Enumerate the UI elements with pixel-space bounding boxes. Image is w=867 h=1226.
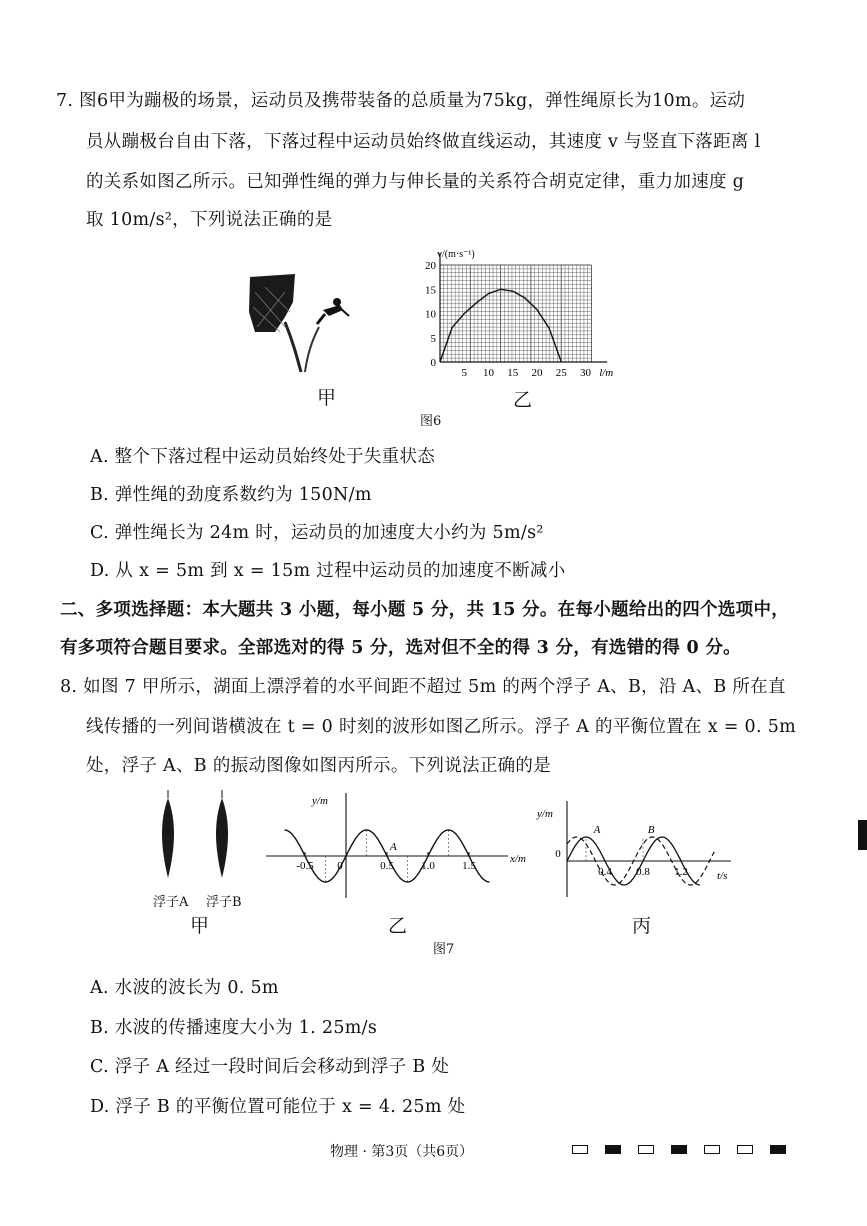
- x-tick-label: 1.0: [421, 860, 435, 872]
- waveform-chart: [262, 788, 532, 908]
- q8-option-b: B. 水波的传播速度大小为 1. 25m/s: [90, 1018, 378, 1038]
- x-tick-label: 0.5: [380, 860, 394, 872]
- x-tick-label: 15: [507, 367, 519, 379]
- page-edge-tab: [858, 820, 867, 850]
- section2-header-line1: 二、多项选择题：本大题共 3 小题，每小题 5 分，共 15 分。在每小题给出的四个选项中，: [60, 600, 790, 620]
- x-tick-label: 1.2: [674, 866, 688, 878]
- y-axis-label: y/m: [537, 808, 553, 820]
- y-tick-label: 20: [425, 260, 436, 272]
- marker-square: [671, 1145, 687, 1154]
- fig7-label-yi: 乙: [388, 915, 408, 937]
- x-axis-label: x/m: [510, 853, 526, 865]
- point-a-label: A: [390, 841, 397, 853]
- y-tick-label: 0: [430, 357, 436, 369]
- fig7-label-bing: 丙: [632, 915, 652, 937]
- q8-stem-line3: 处，浮子 A、B 的振动图像如图丙所示。下列说法正确的是: [86, 756, 552, 776]
- series-b-label: B: [647, 824, 655, 836]
- marker-square: [770, 1145, 786, 1154]
- q7-stem-line3: 的关系如图乙所示。已知弹性绳的弹力与伸长量的关系符合胡克定律，重力加速度 g: [86, 172, 745, 192]
- marker-square: [605, 1145, 621, 1154]
- x-tick-label: 0.8: [636, 866, 650, 878]
- marker-square: [704, 1145, 720, 1154]
- x-tick-label: 10: [483, 367, 494, 379]
- x-axis-label: l/m: [599, 367, 614, 379]
- q7-stem-line4: 取 10m/s²，下列说法正确的是: [86, 210, 333, 230]
- q7-option-b: B. 弹性绳的劲度系数约为 150N/m: [90, 485, 372, 505]
- float-a-label: 浮子A: [153, 895, 189, 910]
- x-tick-label: 0.4: [598, 866, 612, 878]
- q7-option-d: D. 从 x = 5m 到 x = 15m 过程中运动员的加速度不断减小: [90, 561, 566, 581]
- series-a-label: A: [593, 824, 601, 836]
- q7-option-a: A. 整个下落过程中运动员始终处于失重状态: [90, 447, 436, 467]
- marker-square: [737, 1145, 753, 1154]
- x-tick-label: 5: [461, 367, 467, 379]
- y-tick-label: 10: [425, 308, 436, 321]
- x-tick-label: 0: [555, 848, 561, 860]
- marker-square: [638, 1145, 654, 1154]
- x-axis-label: t/s: [717, 870, 728, 882]
- y-tick-label: 15: [425, 284, 436, 297]
- vibration-chart: [535, 795, 745, 905]
- fig7-label-jia: 甲: [190, 915, 210, 937]
- q7-stem-line2: 员从蹦极台自由下落，下落过程中运动员始终做直线运动，其速度 v 与竖直下落距离 l: [86, 132, 761, 152]
- q8-stem-line2: 线传播的一列间谐横波在 t = 0 时刻的波形如图乙所示。浮子 A 的平衡位置在 x = 0. 5m: [86, 717, 797, 737]
- q8-option-a: A. 水波的波长为 0. 5m: [90, 978, 279, 998]
- page-footer: 物理 · 第3页（共6页）: [330, 1144, 474, 1160]
- float-b-label: 浮子B: [206, 895, 242, 910]
- q7-stem-line1: 7. 图6甲为蹦极的场景，运动员及携带装备的总质量为75kg，弹性绳原长为10m。运动: [56, 91, 746, 111]
- x-tick-label: 20: [531, 367, 543, 379]
- fig6-label-jia: 甲: [317, 387, 337, 409]
- section2-header-line2: 有多项符合题目要求。全部选对的得 5 分，选对但不全的得 3 分，有选错的得 0 分。: [60, 638, 741, 658]
- q8-option-d: D. 浮子 B 的平衡位置可能位于 x = 4. 25m 处: [90, 1097, 466, 1117]
- x-tick-label: 1.5: [462, 860, 476, 872]
- fig7-caption: 图7: [433, 942, 455, 957]
- q7-option-c: C. 弹性绳长为 24m 时，运动员的加速度大小约为 5m/s²: [90, 523, 544, 543]
- marker-square: [572, 1145, 588, 1154]
- x-tick-label: 30: [580, 367, 591, 379]
- y-axis-label: v/(m·s⁻¹): [437, 249, 475, 260]
- fig6-caption: 图6: [420, 414, 442, 429]
- x-tick-label: 0: [337, 860, 343, 872]
- q8-stem-line1: 8. 如图 7 甲所示，湖面上漂浮着的水平间距不超过 5m 的两个浮子 A、B，沿 A、B 所在直: [60, 677, 786, 697]
- bungee-photo: [245, 272, 355, 377]
- x-tick-label: -0.5: [296, 860, 314, 872]
- fig6-label-yi: 乙: [513, 389, 533, 411]
- q8-option-c: C. 浮子 A 经过一段时间后会移动到浮子 B 处: [90, 1057, 450, 1077]
- y-axis-label: y/m: [312, 795, 328, 807]
- velocity-distance-chart: [400, 240, 630, 385]
- floats-illustration: [150, 790, 260, 885]
- y-tick-label: 5: [430, 332, 436, 345]
- x-tick-label: 25: [555, 367, 567, 379]
